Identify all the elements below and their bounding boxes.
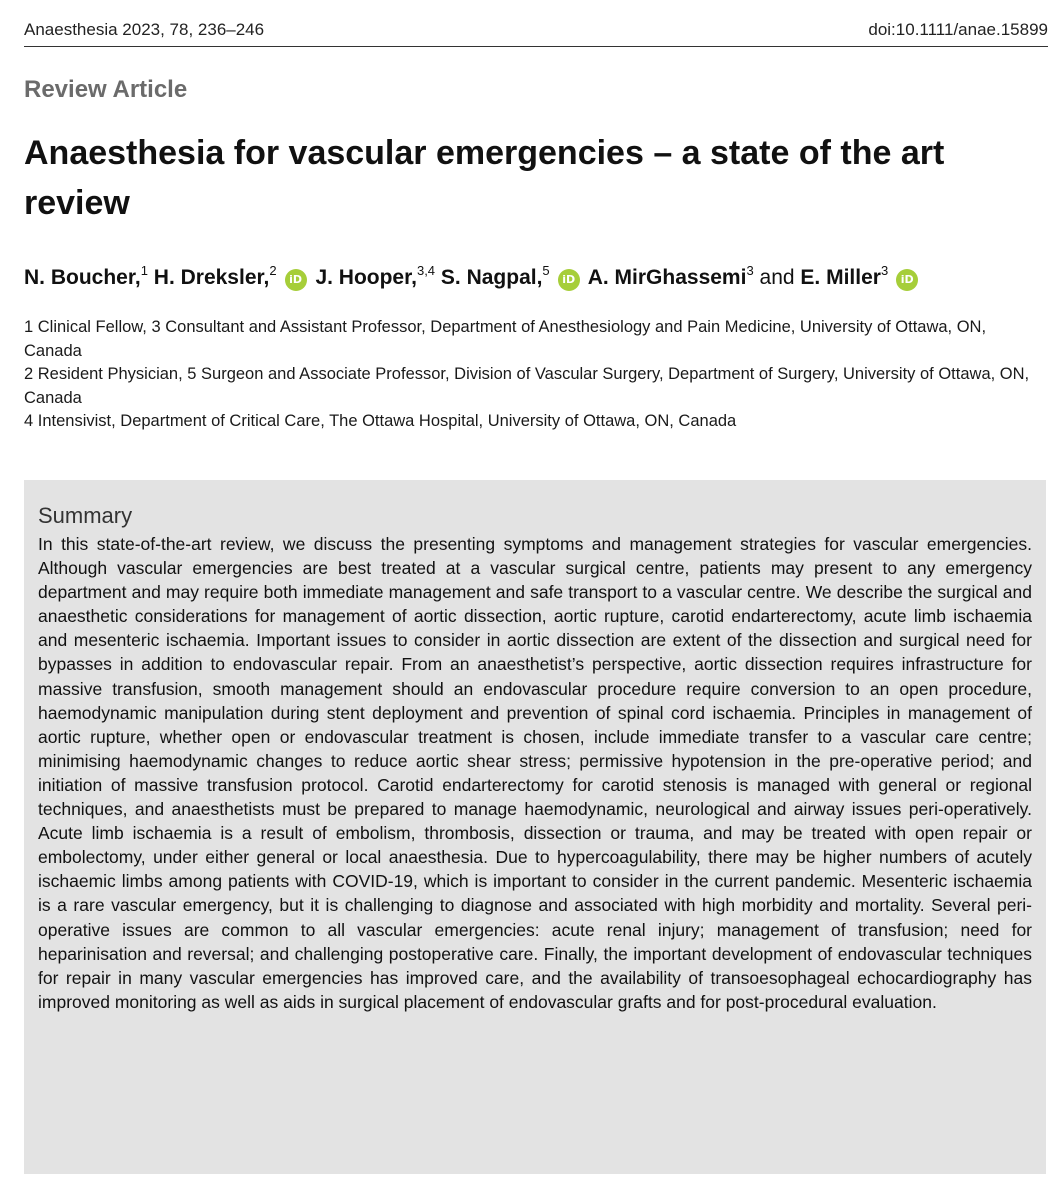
author-name: S. Nagpal, [440, 266, 543, 289]
doi-link[interactable]: doi:10.1111/anae.15899 [868, 20, 1048, 39]
author-conjunction: and [759, 266, 795, 289]
author-name: J. Hooper, [315, 266, 417, 289]
orcid-icon[interactable]: iD [896, 269, 918, 291]
author-list [24, 262, 1044, 294]
running-header [24, 16, 1048, 47]
article-type-label: Review Article [24, 76, 188, 103]
author-affiliation-number: 2 [269, 263, 277, 278]
journal-citation: Anaesthesia 2023, 78, 236–246 [24, 20, 265, 39]
summary-box [24, 480, 1046, 1174]
orcid-icon[interactable]: iD [285, 269, 307, 291]
summary-heading: Summary [38, 503, 133, 528]
author-name: H. Dreksler, [153, 266, 270, 289]
affiliation-list [24, 316, 1044, 434]
affiliation-item: 4 Intensivist, Department of Critical Care, The Ottawa Hospital, University of Ottawa, ON, Canada [24, 412, 737, 430]
author-affiliation-number: 3 [746, 263, 754, 278]
author-affiliation-number: 5 [542, 263, 550, 278]
article-title: Anaesthesia for vascular emergencies – a state of the art review [24, 134, 945, 222]
author-affiliation-number: 3,4 [416, 263, 436, 278]
affiliation-item: 2 Resident Physician, 5 Surgeon and Associate Professor, Division of Vascular Surgery, Department of Surgery, University of Ottawa, ON, Canada [24, 365, 1030, 407]
author-name: N. Boucher, [24, 266, 141, 289]
orcid-icon[interactable]: iD [558, 269, 580, 291]
author-name: A. MirGhassemi [587, 266, 747, 289]
author-name: E. Miller [800, 266, 881, 289]
author-affiliation-number: 3 [880, 263, 889, 278]
summary-text: In this state-of-the-art review, we discuss the presenting symptoms and management strategies for vascular emergencies. Although vascular emergencies are best treated at a vascular surgical centre, patients may present to any emergency department and may require both immediate management and safe transport to a vascular centre. We describe the surgical and anaesthetic considerations for management of aortic dissection, aortic rupture, carotid endarterectomy, acute limb ischaemia and mesenteric ischaemia. Important issues to consider in aortic dissection are extent of the dissection and surgical need for bypasses in addition to endovascular repair. From an anaesthetist’s perspective, aortic dissection requires infrastructure for massive transfusion, smooth management should an endovascular procedure require conversion to an open procedure, haemodynamic manipulation during stent deployment and prevention of spinal cord ischaemia. Principles in management of aortic rupture, whether open or endovascular treatment is chosen, include immediate transfer to a vascular care centre; minimising haemodynamic changes to reduce aortic shear stress; permissive hypotension in the pre-operative period; and initiation of massive transfusion protocol. Carotid endarterectomy for carotid stenosis is managed with general or regional techniques, and anaesthetists must be prepared to manage haemodynamic, neurological and airway issues peri-operatively. Acute limb ischaemia is a result of embolism, thrombosis, dissection or trauma, and may be treated with open repair or embolectomy, under either general or local anaesthesia. Due to hypercoagulability, there may be higher numbers of acutely ischaemic limbs among patients with COVID-19, which is important to consider in the current pandemic. Mesenteric ischaemia is a rare vascular emergency, but it is challenging to diagnose and associated with high morbidity and mortality. Several peri-operative issues are common to all vascular emergencies: acute renal injury; management of transfusion; need for heparinisation and reversal; and challenging postoperative care. Finally, the important development of endovascular techniques for repair in many vascular emergencies has improved care, and the availability of transoesophageal echocardiography has improved monitoring as well as aids in surgical placement of endovascular grafts and for post-procedural evaluation. [38, 534, 1032, 1012]
affiliation-item: 1 Clinical Fellow, 3 Consultant and Assistant Professor, Department of Anesthesiology and Pain Medicine, University of Ottawa, ON, Canada [24, 318, 987, 360]
author-affiliation-number: 1 [140, 263, 148, 278]
